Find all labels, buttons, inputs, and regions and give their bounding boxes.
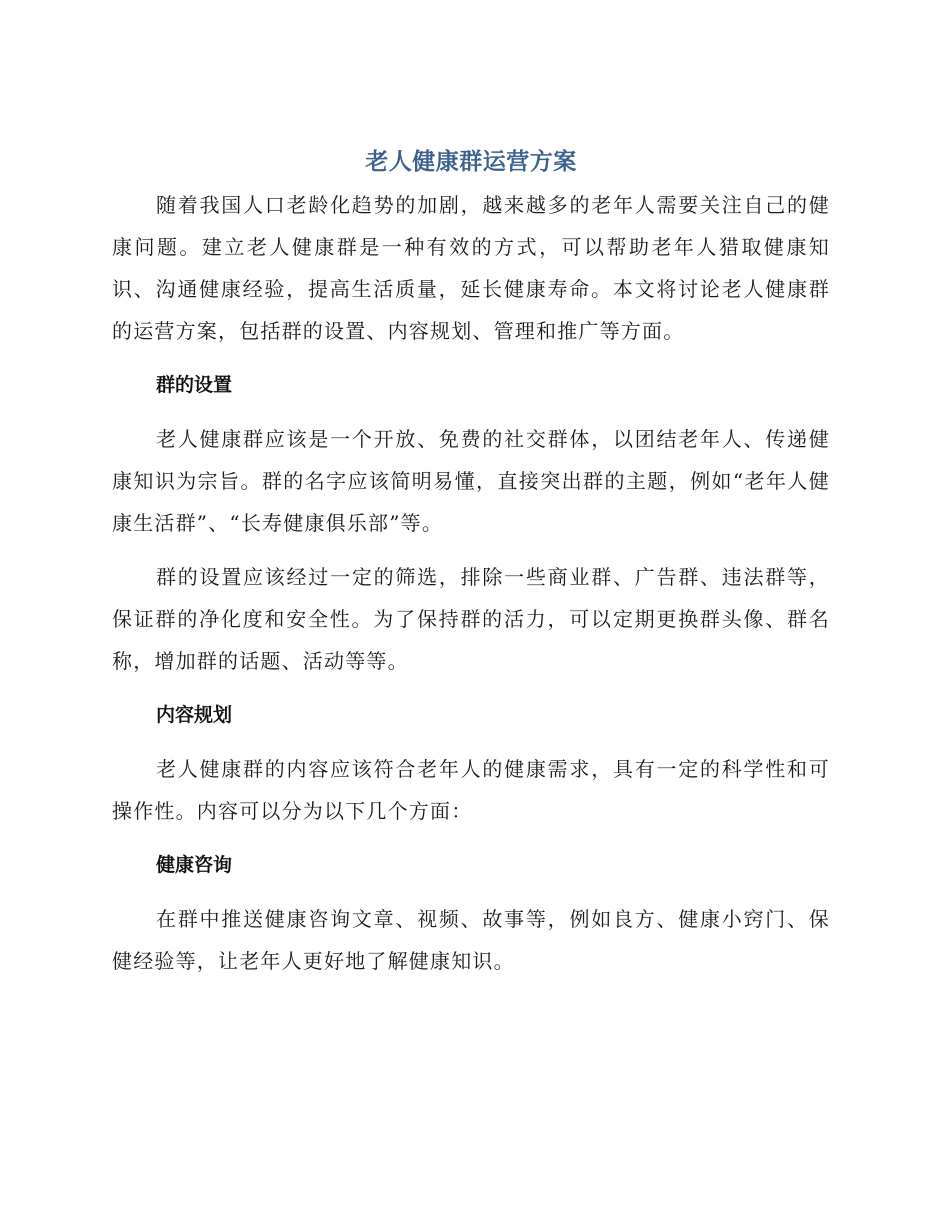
- spacer: [112, 832, 830, 844]
- section-heading-group-settings: 群的设置: [156, 374, 233, 396]
- spacer: [112, 682, 830, 694]
- intro-paragraph: 随着我国人口老龄化趋势的加剧，越来越多的老年人需要关注自己的健康问题。建立老人健康群是一种有效的方式，可以帮助老年人猎取健康知识、沟通健康经验，提高生活质量，延长健康寿命。本文将讨论老人健康群的运营方案，包括群的设置、内容规划、管理和推广等方面。: [112, 193, 830, 343]
- spacer: [112, 544, 830, 556]
- spacer: [112, 406, 830, 418]
- spacer: [112, 886, 830, 898]
- paragraph: 老人健康群应该是一个开放、免费的社交群体，以团结老年人、传递健康知识为宗旨。群的名字应该简明易懂，直接突出群的主题，例如“老年人健康生活群”、“长寿健康俱乐部”等。: [112, 427, 830, 535]
- spacer: [112, 352, 830, 364]
- section-heading-content-planning: 内容规划: [156, 704, 233, 726]
- document-title: 老人健康群运营方案: [365, 149, 577, 175]
- spacer: [112, 736, 830, 748]
- paragraph: 老人健康群的内容应该符合老年人的健康需求，具有一定的科学性和可操作性。内容可以分为以下几个方面：: [112, 757, 830, 823]
- document-body: [112, 140, 830, 982]
- paragraph: 在群中推送健康咨询文章、视频、故事等，例如良方、健康小窍门、保健经验等，让老年人更好地了解健康知识。: [112, 907, 830, 973]
- section-heading-health-consulting: 健康咨询: [156, 854, 233, 876]
- paragraph: 群的设置应该经过一定的筛选，排除一些商业群、广告群、违法群等，保证群的净化度和安全性。为了保持群的活力，可以定期更换群头像、群名称，增加群的话题、活动等等。: [112, 565, 830, 673]
